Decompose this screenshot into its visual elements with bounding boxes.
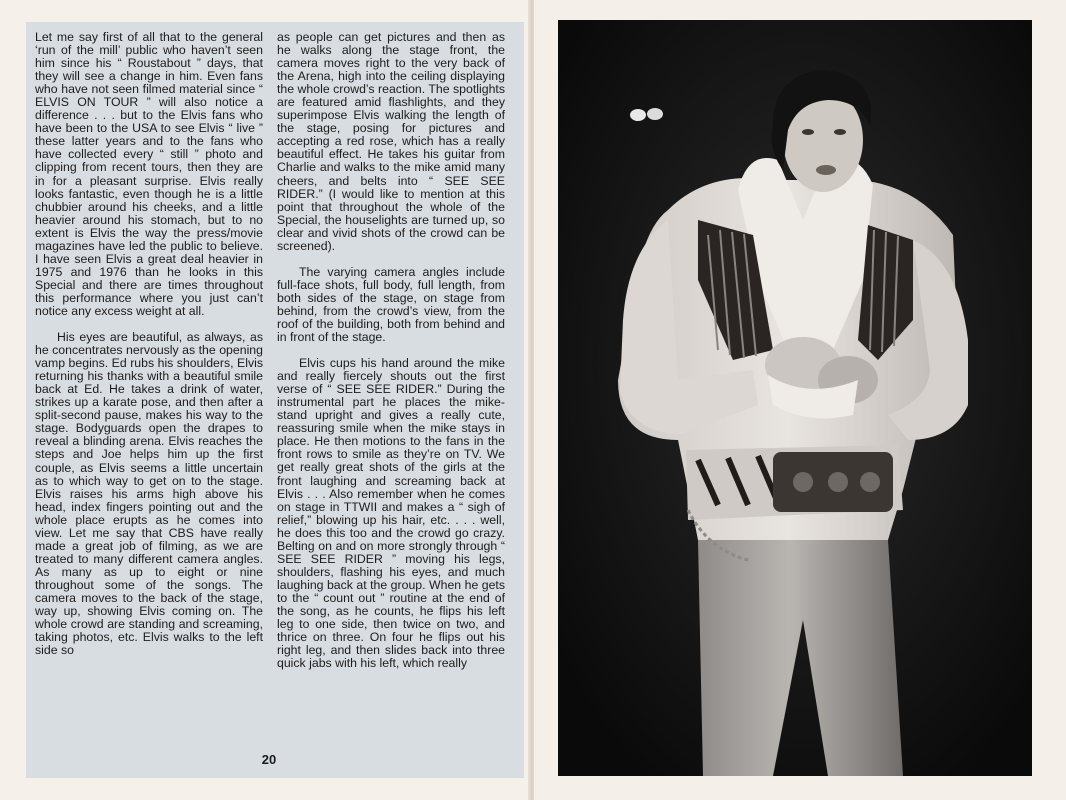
article-column-2 bbox=[277, 31, 505, 670]
stage-light bbox=[630, 109, 646, 121]
article-column-1 bbox=[35, 31, 263, 657]
column-2-paragraph-2: The varying camera angles include full-face shots, full body, full length, from both sides of the stage, on stage from behind, from the crowd’s view, from the roof of the building, both from behind and in front of the stage. bbox=[277, 264, 505, 345]
column-1-paragraph-1: Let me say first of all that to the general ‘run of the mill’ public who haven’t seen him since his “ Roustabout ” days, that they will see a change in him. Even fans who have not seen filmed material since “ ELVIS ON TOUR ” will also notice a difference . . . but to the Elvis fans who have been to the USA to see Elvis “ live ” these latter years and to the fans who have collected every “ still ” photo and clipping from recent tours, then they are in for a pleasant surprise. Elvis really looks fantastic, even though he is a little chubbier around his cheeks, and a little heavier around his stomach, but to no extent is Elvis the way the press/movie magazines have led the public to believe. I have seen Elvis a great deal heavier in 1975 and 1976 than he looks in this Special and there are times throughout this performance where you just can’t notice any excess weight at all. bbox=[35, 30, 263, 318]
performer-photo-illustration bbox=[558, 20, 1032, 776]
page-number: 20 bbox=[261, 752, 277, 767]
column-2-paragraph-3: Elvis cups his hand around the mike and really fiercely shouts out the first verse of “ SEE SEE RIDER.” During the instrumental part he places the mike-stand upright and gives a really cute, reassuring smile when the mike stays in place. He then motions to the fans in the front rows to smile as they’re on TV. We get really great shots of the girls at the front laughing and screaming back at Elvis . . . Also remember when he comes on stage in TTWII and makes a “ sigh of relief,” blowing up his hair, etc. . . . well, he does this too and the crowd go crazy. Belting on and on more strongly through “ SEE SEE RIDER ” moving his legs, shoulders, flashing his eyes, and much laughing back at the group. When he gets to the “ count out ” routine at the end of the song, as he counts, he flips his left leg to one side, then twice on two, and thrice on three. On four he flips out his right leg, and then slides back into three quick jabs with his left, which really bbox=[277, 356, 505, 671]
column-1-paragraph-2: His eyes are beautiful, as always, as he concentrates nervously as the opening vamp begins. Ed rubs his shoulders, Elvis returning his thanks with a beautiful smile back at Ed. He takes a drink of water, strikes up a karate pose, and then after a split-second pause, makes his way to the stage. Bodyguards open the drapes to reveal a blinding arena. Elvis reaches the steps and Joe helps him up the first couple, as Elvis seems a little uncertain as to which way to get on to the stage. Elvis raises his arms high above his head, index fingers pointing out and the whole place erupts as he comes into view. Let me say that CBS have really made a great job of filming, as we are treated to many different camera angles. As many as up to eight or nine throughout some of the songs. The camera moves to the back of the stage, way up, showing Elvis coming on. The whole crowd are standing and screaming, taking photos, etc. Elvis walks to the left side so bbox=[35, 330, 263, 658]
left-page bbox=[0, 0, 532, 800]
column-2-paragraph-1: as people can get pictures and then as he walks along the stage front, the camera moves right to the very back of the Arena, high into the ceiling displaying the whole crowd’s reaction. The spotlights are featured amid flashlights, and they superimpose Elvis walking the length of the stage, posing for pictures and accepting a red rose, which has a really beautiful effect. He takes his guitar from Charlie and walks to the mike amid many cheers, and belts into “ SEE SEE RIDER.” (I would like to mention at this point that throughout the whole of the Special, the houselights are turned up, so clear and vivid shots of the crowd can be screened). bbox=[277, 30, 505, 253]
performer-photo bbox=[558, 20, 1032, 776]
